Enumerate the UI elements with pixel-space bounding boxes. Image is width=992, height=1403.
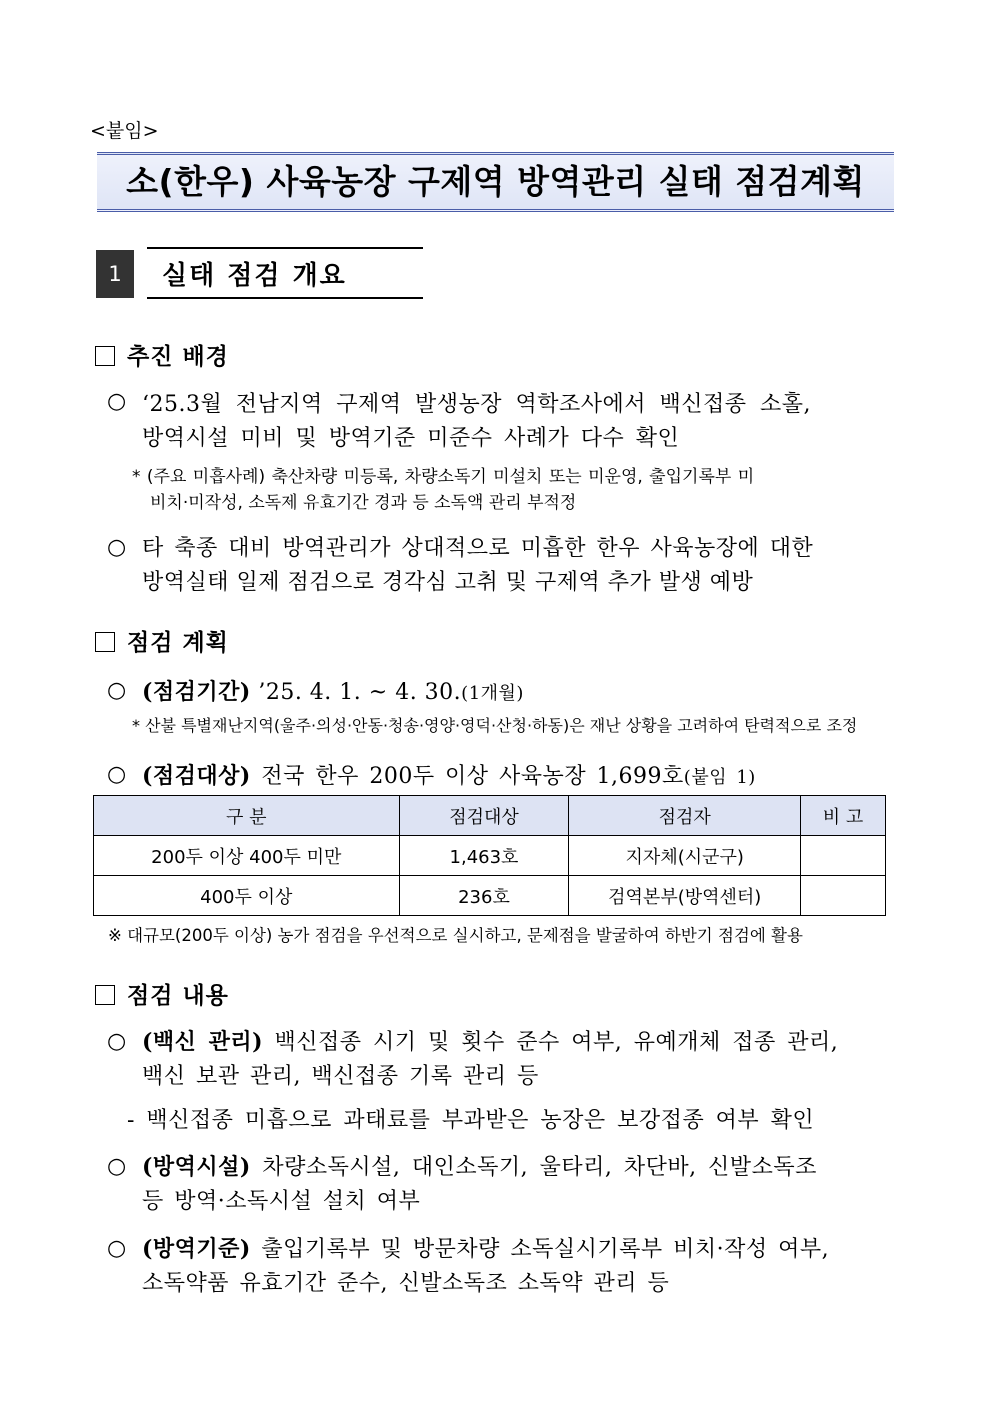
checkbox-square-icon xyxy=(95,346,115,366)
plan-period-note: * 산불 특별재난지역(울주·의성·안동·청송·영양·영덕·산청·하동)은 재난 상황을 고려하여 탄력적으로 조정 xyxy=(132,716,858,735)
content-facility-line2: 등 방역·소독시설 설치 여부 xyxy=(142,1189,421,1214)
content-vaccine-label: (백신 관리) xyxy=(142,1029,263,1055)
heading-content-text: 점검 내용 xyxy=(127,983,229,1009)
background-item2-line2: 방역실태 일제 점검으로 경각심 고취 및 구제역 추가 발생 예방 xyxy=(142,570,754,595)
table-header-cell: 점검자 xyxy=(569,796,801,836)
table-cell: 1,463호 xyxy=(399,836,569,876)
plan-target-label: (점검대상) xyxy=(142,763,251,789)
background-note-line1: * (주요 미흡사례) 축산차량 미등록, 차량소독기 미설치 또는 미운영, 출입기록부 미 xyxy=(132,467,755,487)
table-header-cell: 점검대상 xyxy=(399,796,569,836)
table-cell: 200두 이상 400두 미만 xyxy=(94,836,400,876)
circle-bullet-icon: ○ xyxy=(107,535,127,560)
table-cell: 400두 이상 xyxy=(94,876,400,916)
circle-bullet-icon: ○ xyxy=(107,762,127,787)
content-vaccine-sub: - 백신접종 미흡으로 과태료를 부과받은 농장은 보강접종 여부 확인 xyxy=(127,1108,815,1133)
heading-plan-text: 점검 계획 xyxy=(127,630,229,656)
circle-bullet-icon: ○ xyxy=(107,1154,127,1179)
circle-bullet-icon: ○ xyxy=(107,678,127,703)
section-bottom-rule xyxy=(147,297,423,299)
content-facility-label: (방역시설) xyxy=(142,1154,251,1180)
content-standard-text: 출입기록부 및 방문차량 소독실시기록부 비치·작성 여부, xyxy=(261,1237,830,1262)
heading-background-text: 추진 배경 xyxy=(127,344,229,370)
table-cell: 236호 xyxy=(399,876,569,916)
document-title: 소(한우) 사육농장 구제역 방역관리 실태 점검계획 xyxy=(126,162,865,201)
content-facility-text: 차량소독시설, 대인소독기, 울타리, 차단바, 신발소독조 xyxy=(262,1155,817,1180)
table-cell xyxy=(801,876,886,916)
content-facility-line1 xyxy=(142,1150,817,1181)
checkbox-square-icon xyxy=(95,985,115,1005)
content-vaccine-line2: 백신 보관 관리, 백신접종 기록 관리 등 xyxy=(142,1064,539,1089)
content-standard-label: (방역기준) xyxy=(142,1236,251,1262)
background-item2-line1: 타 축종 대비 방역관리가 상대적으로 미흡한 한우 사육농장에 대한 xyxy=(142,536,814,561)
section-title: 실태 점검 개요 xyxy=(162,261,347,291)
background-item1-line2: 방역시설 미비 및 방역기준 미준수 사례가 다수 확인 xyxy=(142,426,680,451)
section-number: 1 xyxy=(96,250,134,298)
content-standard-line2: 소독약품 유효기간 준수, 신발소독조 소독약 관리 등 xyxy=(142,1271,670,1296)
circle-bullet-icon: ○ xyxy=(107,1236,127,1261)
plan-target xyxy=(142,759,756,790)
plan-period xyxy=(142,675,524,706)
section-top-rule xyxy=(147,247,423,249)
table-header-cell: 비 고 xyxy=(801,796,886,836)
heading-plan xyxy=(95,624,229,657)
table-cell: 지자체(시군구) xyxy=(569,836,801,876)
plan-period-suffix: (1개월) xyxy=(461,683,524,704)
plan-period-label: (점검기간) xyxy=(142,679,251,705)
circle-bullet-icon: ○ xyxy=(107,1029,127,1054)
plan-table-note: ※ 대규모(200두 이상) 농가 점검을 우선적으로 실시하고, 문제점을 발굴하여 하반기 점검에 활용 xyxy=(108,926,803,945)
plan-target-suffix: (붙임 1) xyxy=(683,767,756,788)
table-cell xyxy=(801,836,886,876)
table-header-cell: 구 분 xyxy=(94,796,400,836)
content-vaccine-text: 백신접종 시기 및 횟수 준수 여부, 유예개체 접종 관리, xyxy=(274,1030,839,1055)
heading-background xyxy=(95,338,229,371)
circle-bullet-icon: ○ xyxy=(107,389,127,414)
table-row xyxy=(94,836,886,876)
content-standard-line1 xyxy=(142,1232,829,1263)
checkbox-square-icon xyxy=(95,632,115,652)
heading-content xyxy=(95,977,229,1010)
table-row xyxy=(94,876,886,916)
table-header-row xyxy=(94,796,886,836)
attachment-label: <붙임> xyxy=(90,120,159,142)
plan-period-text: ’25. 4. 1. ~ 4. 30. xyxy=(258,680,462,705)
background-note-line2: 비치·미작성, 소독제 유효기간 경과 등 소독액 관리 부적정 xyxy=(150,493,577,513)
table-cell: 검역본부(방역센터) xyxy=(569,876,801,916)
content-vaccine-line1 xyxy=(142,1025,838,1056)
target-table xyxy=(93,795,886,916)
plan-target-text: 전국 한우 200두 이상 사육농장 1,699호 xyxy=(261,764,684,789)
background-item1-line1: ‘25.3월 전남지역 구제역 발생농장 역학조사에서 백신접종 소홀, xyxy=(142,392,811,417)
